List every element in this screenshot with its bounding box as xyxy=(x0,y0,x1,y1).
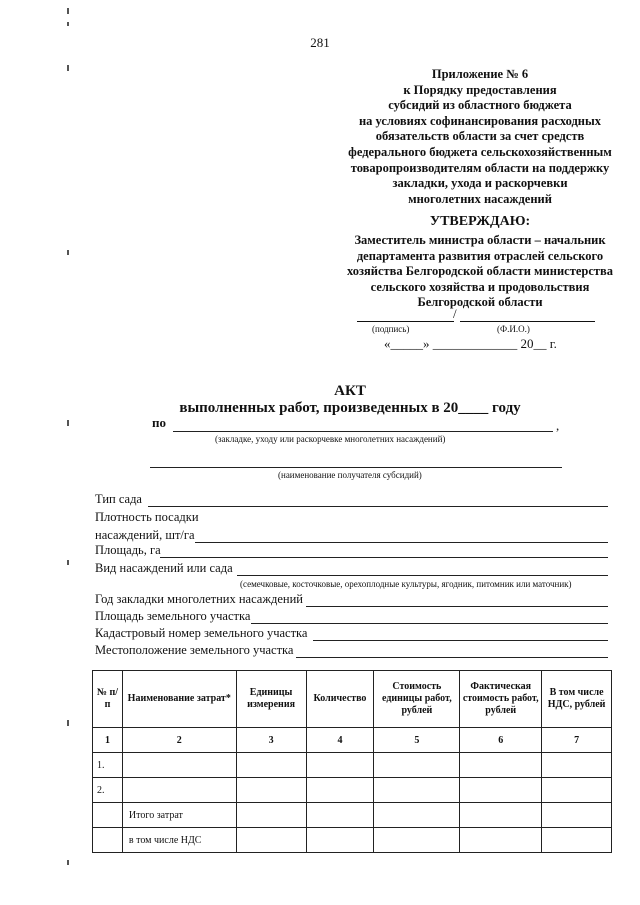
area-label: Площадь, га xyxy=(95,543,161,557)
appendix-line: федерального бюджета сельскохозяйственным xyxy=(348,144,612,159)
appendix-line: на условиях софинансирования расходных xyxy=(358,113,602,128)
location-line xyxy=(296,657,608,658)
location-label: Местоположение земельного участка xyxy=(95,643,294,657)
appendix-line: обязательств области за счет средств xyxy=(375,129,585,144)
plant-type-line xyxy=(237,575,608,576)
column-number: 1 xyxy=(93,728,123,753)
appendix-line: к Порядку предоставления xyxy=(403,82,557,97)
column-number: 7 xyxy=(542,728,612,753)
act-subtitle: выполненных работ, произведенных в 20____ году xyxy=(179,400,521,416)
approver-line: департамента развития отраслей сельского xyxy=(356,248,604,263)
appendix-line: товаропроизводителям области на поддержку xyxy=(350,160,610,175)
table-cell xyxy=(542,828,612,853)
approver-line: Белгородской области xyxy=(417,295,543,310)
table-cell xyxy=(122,753,236,778)
density-label-1: Плотность посадки xyxy=(95,510,199,524)
fio-line xyxy=(460,321,595,322)
table-row xyxy=(93,803,612,828)
table-cell xyxy=(460,828,542,853)
column-number: 2 xyxy=(122,728,236,753)
table-cell xyxy=(306,828,374,853)
recipient-line xyxy=(150,467,562,468)
table-row xyxy=(93,753,612,778)
density-line xyxy=(195,542,608,543)
plant-type-caption: (семечковые, косточковые, орехоплодные культуры, ягодник, питомник или маточник) xyxy=(240,579,572,589)
approver-line: хозяйства Белгородской области министерства xyxy=(346,264,614,279)
table-cell xyxy=(542,753,612,778)
act-po-label: по xyxy=(152,415,166,430)
year-line xyxy=(306,606,608,607)
act-po-line xyxy=(173,431,553,432)
approver-line: сельского хозяйства и продовольствия xyxy=(370,279,590,294)
act-title: АКТ xyxy=(334,383,366,399)
appendix-header xyxy=(330,67,630,207)
appendix-line: субсидий из областного бюджета xyxy=(388,98,572,113)
appendix-line: закладки, ухода и раскорчевки xyxy=(392,176,568,191)
signature-line xyxy=(357,321,454,322)
table-cell xyxy=(236,778,306,803)
table-header: Фактическая стоимость работ, рублей xyxy=(460,671,542,728)
table-cell xyxy=(93,828,123,853)
table-header: Единицы измерения xyxy=(236,671,306,728)
year-label: Год закладки многолетних насаждений xyxy=(95,592,303,606)
cost-table xyxy=(92,670,612,853)
table-cell xyxy=(374,778,460,803)
column-number: 4 xyxy=(306,728,374,753)
table-cell xyxy=(306,753,374,778)
plant-type-label: Вид насаждений или сада xyxy=(95,561,233,575)
table-row xyxy=(93,778,612,803)
table-cell xyxy=(122,778,236,803)
table-row xyxy=(93,828,612,853)
approver-block xyxy=(330,233,630,311)
cadastral-label: Кадастровый номер земельного участка xyxy=(95,626,308,640)
table-header: Наименование затрат* xyxy=(122,671,236,728)
table-cell: в том числе НДС xyxy=(122,828,236,853)
table-header: Количество xyxy=(306,671,374,728)
density-label-2: насаждений, шт/га xyxy=(95,528,195,542)
table-cell: 2. xyxy=(93,778,123,803)
cadastral-line xyxy=(313,640,608,641)
table-cell xyxy=(542,803,612,828)
act-po-caption: (закладке, уходу или раскорчевке многолетних насаждений) xyxy=(215,434,446,444)
approval-date: «_____» _____________ 20__ г. xyxy=(384,336,557,351)
table-cell: 1. xyxy=(93,753,123,778)
table-cell xyxy=(374,753,460,778)
table-cell xyxy=(460,778,542,803)
approver-line: Заместитель министра области – начальник xyxy=(354,233,606,247)
table-header: В том числе НДС, рублей xyxy=(542,671,612,728)
table-cell: Итого затрат xyxy=(122,803,236,828)
land-area-label: Площадь земельного участка xyxy=(95,609,251,623)
table-cell xyxy=(374,828,460,853)
table-cell xyxy=(374,803,460,828)
column-number: 3 xyxy=(236,728,306,753)
garden-type-line xyxy=(148,506,608,507)
table-cell xyxy=(460,753,542,778)
land-area-line xyxy=(251,623,608,624)
page-number: 281 xyxy=(310,35,330,50)
signature-slash: / xyxy=(453,306,457,321)
table-cell xyxy=(236,753,306,778)
approve-title: УТВЕРЖДАЮ: xyxy=(429,214,531,229)
table-cell xyxy=(93,803,123,828)
table-cell xyxy=(236,828,306,853)
recipient-caption: (наименование получателя субсидий) xyxy=(278,470,422,480)
appendix-line: многолетних насаждений xyxy=(408,191,552,206)
fio-caption: (Ф.И.О.) xyxy=(497,324,530,334)
table-cell xyxy=(236,803,306,828)
left-margin-marks xyxy=(67,0,69,905)
column-number: 6 xyxy=(460,728,542,753)
table-cell xyxy=(460,803,542,828)
garden-type-label: Тип сада xyxy=(95,492,142,506)
table-cell xyxy=(306,778,374,803)
act-po-comma: , xyxy=(556,418,560,433)
column-number: 5 xyxy=(374,728,460,753)
area-line xyxy=(160,557,608,558)
signature-caption: (подпись) xyxy=(372,324,410,334)
table-cell xyxy=(542,778,612,803)
table-cell xyxy=(306,803,374,828)
appendix-line: Приложение № 6 xyxy=(431,67,529,81)
table-header: № п/п xyxy=(93,671,123,728)
table-header: Стоимость единицы работ, рублей xyxy=(374,671,460,728)
